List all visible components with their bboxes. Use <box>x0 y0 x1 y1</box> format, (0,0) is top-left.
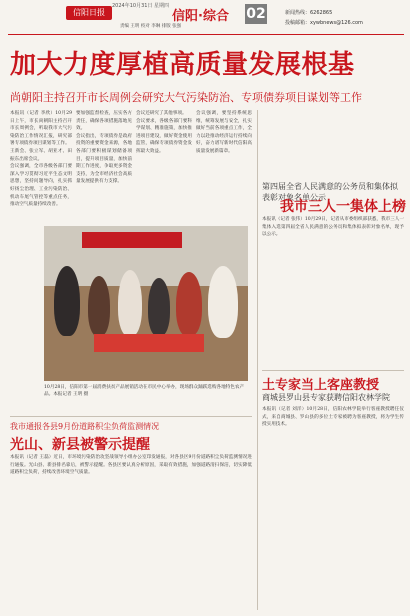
section-name: 信阳·综合 <box>172 9 229 24</box>
article-paragraph: 会议强调，全市各级各部门要深入学习贯彻习近平生态文明思想，坚持问题导向，扎实抓好扬尘治理、工业污染防治、机动车尾气管控等重点任务，推动空气质量持续改善。 <box>10 164 72 208</box>
right-headline-2: 土专家当上客座教授 <box>262 378 380 393</box>
page-header <box>0 0 410 36</box>
main-subhead: 尚朝阳主持召开市长周例会研究大气污染防治、专项债券项目谋划等工作 <box>10 91 362 104</box>
article-paragraph: 本报讯（记者 张伟）10月29日，记者从市委组织部获悉，我市三人一集体入选第四届全省人民满意的公务员和集体拟表彰对象名单，现予以公示。 <box>262 217 404 238</box>
article-paragraph: 会议还研究了其他事项。 <box>136 111 187 116</box>
article-paragraph: 本报讯（记者 王磊）近日，市环境污染防治攻坚战领导小组办公室印发通报，对各县区9月份道路积尘负荷监测情况进行通报。光山县、新县排名靠后，被警示提醒。各县区要认真分析原因，采取有效措施，加强道路清扫保洁，切实降低道路积尘负荷，持续改善环境空气质量。 <box>10 455 252 476</box>
right-headline-1: 我市三人一集体上榜 <box>280 199 406 215</box>
news-photo <box>44 226 248 381</box>
person-figure <box>176 272 202 336</box>
newspaper-logo: 信阳日报 <box>66 6 112 20</box>
article-column-2 <box>76 110 132 222</box>
article-column-4 <box>196 110 252 222</box>
bottom-article <box>10 454 252 610</box>
article-paragraph: 要加强监督检查，压实各方责任，确保各项措施落地见效。 <box>76 111 132 132</box>
right-article-2 <box>262 406 404 610</box>
bottom-headline: 光山、新县被警示提醒 <box>10 437 150 453</box>
main-headline: 加大力度厚植高质量发展根基 <box>10 50 355 80</box>
person-figure <box>208 266 238 338</box>
person-figure <box>88 276 110 336</box>
hotline: 新闻热线：6262865 <box>285 10 333 16</box>
person-figure <box>54 266 80 336</box>
email: 投稿邮箱：xywbnews@126.com <box>285 20 363 26</box>
red-banner <box>82 232 182 248</box>
article-paragraph: 本报讯（记者 李欣）10月29日上午，市长尚朝阳主持召开市长周例会，听取我市大气污染防治工作情况汇报，研究部署专项债券项目谋划等工作。 <box>10 111 72 147</box>
editor-credits: 责编 王明 校对 李琳 排版 张强 <box>120 24 182 29</box>
article-paragraph: 王新会、张立军、胡亚才、田振东出席会议。 <box>10 148 72 162</box>
photo-caption: 10月28日，信阳市第一届消费扶贫产品展销活动在市民中心举办，现场群众踊跃选购各地特色农产品。本报记者 王明 摄 <box>44 385 245 398</box>
display-table <box>94 334 204 352</box>
right-kicker: 第四届全省人民满意的公务员和集体拟表彰对象名单公示 <box>262 182 398 202</box>
section-divider <box>262 370 404 371</box>
article-paragraph: 本报讯（记者 刘洋）10月28日，信阳农林学院举行客座教授聘任仪式，来自商城县、罗山县的多位土专家被聘为客座教授，将为学生传授实用技术。 <box>262 407 404 428</box>
article-paragraph: 会议强调，要坚持系统思维，统筹发展与安全，扎实做好当前各项重点工作，全力以赴推动经济运行持续向好，奋力谱写新时代信阳高质量发展新篇章。 <box>196 111 252 154</box>
person-figure <box>148 278 170 336</box>
bottom-kicker: 我市通报各县9月份道路积尘负荷监测情况 <box>10 422 160 431</box>
header-divider <box>8 34 404 35</box>
right-subhead-2: 商城县罗山县专家获聘信阳农林学院 <box>262 393 390 402</box>
article-paragraph: 会议指出，专项债券是政府投资的重要资金来源，各地各部门要积极谋划储备项目，提升项目质量，加快前期工作进度，争取更多资金支持，为全市经济社会高质量发展提供有力支撑。 <box>76 133 132 185</box>
contact-info <box>285 8 363 28</box>
right-article-1 <box>262 216 404 366</box>
page-number: 02 <box>246 6 266 22</box>
article-paragraph: 会议要求，各级各部门要科学谋划、精准施策，加快推进项目建设，做好资金使用监管，确保专项债券资金发挥最大效益。 <box>136 118 192 154</box>
issue-date: 2024年10月31日 星期四 <box>112 3 170 9</box>
person-figure <box>118 270 142 336</box>
column-divider <box>257 110 258 610</box>
article-column-3 <box>136 110 192 222</box>
section-divider <box>10 416 252 417</box>
